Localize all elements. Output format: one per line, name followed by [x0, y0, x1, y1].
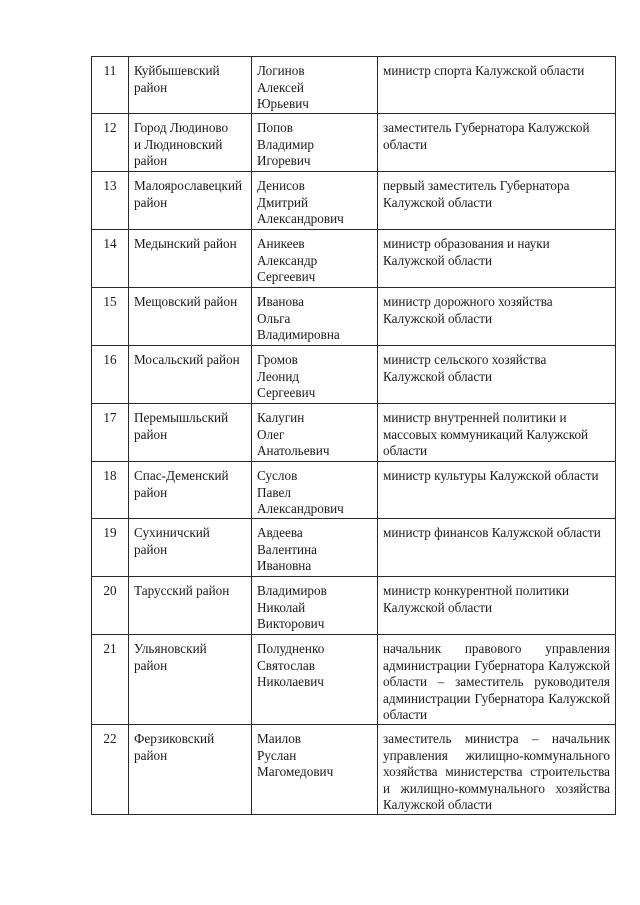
district-line: Малоярославецкий	[134, 178, 243, 193]
position-title: министр культуры Калужской области	[378, 462, 616, 519]
district-line: район	[134, 657, 168, 673]
district-name	[129, 346, 252, 404]
person-name	[252, 230, 378, 288]
person-line: Иванова	[257, 294, 304, 309]
table-row	[92, 725, 616, 815]
district-line: Сухиничский	[134, 525, 210, 540]
row-number: 17	[92, 404, 129, 462]
district-line: район	[134, 194, 168, 210]
position-title: министр внутренней политики и массовых коммуникаций Калужской области	[378, 404, 616, 462]
district-line: Куйбышевский	[134, 63, 220, 78]
person-name	[252, 114, 378, 172]
district-name	[129, 577, 252, 635]
person-name	[252, 635, 378, 725]
person-line: Авдеева	[257, 525, 303, 540]
position-title: заместитель Губернатора Калужской области	[378, 114, 616, 172]
district-line: Ульяновский	[134, 641, 207, 656]
position-text: начальник правового управления администрации Губернатора Калужской области – заместитель руководителя администрации Губернатора Калужской области	[383, 641, 610, 722]
person-line: Магомедович	[257, 764, 334, 779]
person-line: Дмитрий	[257, 194, 309, 210]
district-line: Город Людиново	[134, 120, 229, 135]
person-line: Николаевич	[257, 674, 324, 689]
person-line: Николай	[257, 599, 306, 615]
person-name	[252, 346, 378, 404]
table-row	[92, 404, 616, 462]
district-assignment-table	[91, 56, 616, 815]
person-line: Владимиров	[257, 583, 327, 598]
person-line: Анатольевич	[257, 443, 330, 458]
person-line: Олег	[257, 426, 285, 442]
district-name	[129, 230, 252, 288]
person-line: Игоревич	[257, 153, 311, 168]
district-name	[129, 725, 252, 815]
person-name	[252, 404, 378, 462]
district-line: Медынский район	[134, 236, 237, 251]
row-number: 20	[92, 577, 129, 635]
person-line: Святослав	[257, 657, 315, 673]
row-number: 22	[92, 725, 129, 815]
row-number: 12	[92, 114, 129, 172]
district-line: Перемышльский	[134, 410, 229, 425]
person-line: Александрович	[257, 501, 344, 516]
person-name	[252, 462, 378, 519]
district-line: Тарусский район	[134, 583, 230, 598]
table-row	[92, 57, 616, 114]
table-row	[92, 230, 616, 288]
row-number: 14	[92, 230, 129, 288]
position-title: первый заместитель Губернатора Калужской области	[378, 172, 616, 230]
person-name	[252, 519, 378, 577]
person-line: Леонид	[257, 368, 300, 384]
person-line: Алексей	[257, 79, 304, 95]
person-line: Сергеевич	[257, 269, 316, 284]
row-number: 11	[92, 57, 129, 114]
district-name	[129, 462, 252, 519]
district-name	[129, 288, 252, 346]
person-name	[252, 725, 378, 815]
district-line: Спас-Деменский	[134, 468, 229, 483]
district-name	[129, 57, 252, 114]
table-row	[92, 172, 616, 230]
position-title	[378, 725, 616, 815]
person-line: Александр	[257, 252, 318, 268]
table-row	[92, 346, 616, 404]
table-row	[92, 577, 616, 635]
district-name	[129, 635, 252, 725]
person-line: Попов	[257, 120, 293, 135]
position-text: заместитель министра – начальник управления жилищно-коммунального хозяйства министерства строительства и жилищно-коммунального хозяйства Калужской области	[383, 731, 610, 812]
district-line: Мосальский район	[134, 352, 240, 367]
person-line: Викторович	[257, 616, 325, 631]
district-name	[129, 519, 252, 577]
person-line: Павел	[257, 484, 291, 500]
table-row	[92, 114, 616, 172]
position-title: министр конкурентной политики Калужской области	[378, 577, 616, 635]
person-line: Ивановна	[257, 558, 312, 573]
person-line: Аникеев	[257, 236, 305, 251]
position-title: министр сельского хозяйства Калужской области	[378, 346, 616, 404]
table-row	[92, 462, 616, 519]
district-name	[129, 114, 252, 172]
position-title: министр дорожного хозяйства Калужской области	[378, 288, 616, 346]
district-line: Ферзиковский	[134, 731, 215, 746]
district-name	[129, 172, 252, 230]
person-line: Владимир	[257, 136, 314, 152]
row-number: 18	[92, 462, 129, 519]
person-name	[252, 288, 378, 346]
district-line: район	[134, 484, 168, 500]
person-line: Александрович	[257, 211, 344, 226]
position-title: министр спорта Калужской области	[378, 57, 616, 114]
person-line: Суслов	[257, 468, 298, 483]
person-line: Маилов	[257, 731, 302, 746]
row-number: 21	[92, 635, 129, 725]
person-line: Логинов	[257, 63, 305, 78]
table-row	[92, 519, 616, 577]
district-name	[129, 404, 252, 462]
district-line: район	[134, 79, 168, 95]
person-line: Громов	[257, 352, 298, 367]
person-name	[252, 172, 378, 230]
person-line: Калугин	[257, 410, 305, 425]
table-row	[92, 635, 616, 725]
row-number: 16	[92, 346, 129, 404]
person-line: Валентина	[257, 541, 317, 557]
district-line: район	[134, 747, 168, 763]
district-line: район	[134, 153, 168, 168]
table-row	[92, 288, 616, 346]
person-line: Юрьевич	[257, 96, 309, 111]
row-number: 19	[92, 519, 129, 577]
district-line: район	[134, 541, 168, 557]
position-title	[378, 635, 616, 725]
row-number: 13	[92, 172, 129, 230]
position-title: министр образования и науки Калужской области	[378, 230, 616, 288]
district-line: и Людиновский	[134, 136, 223, 152]
district-line: Мещовский район	[134, 294, 238, 309]
row-number: 15	[92, 288, 129, 346]
person-line: Полудненко	[257, 641, 325, 656]
person-line: Владимировна	[257, 327, 340, 342]
person-line: Сергеевич	[257, 385, 316, 400]
district-line: район	[134, 426, 168, 442]
person-name	[252, 57, 378, 114]
person-name	[252, 577, 378, 635]
position-title: министр финансов Калужской области	[378, 519, 616, 577]
person-line: Руслан	[257, 747, 297, 763]
person-line: Ольга	[257, 310, 291, 326]
person-line: Денисов	[257, 178, 305, 193]
